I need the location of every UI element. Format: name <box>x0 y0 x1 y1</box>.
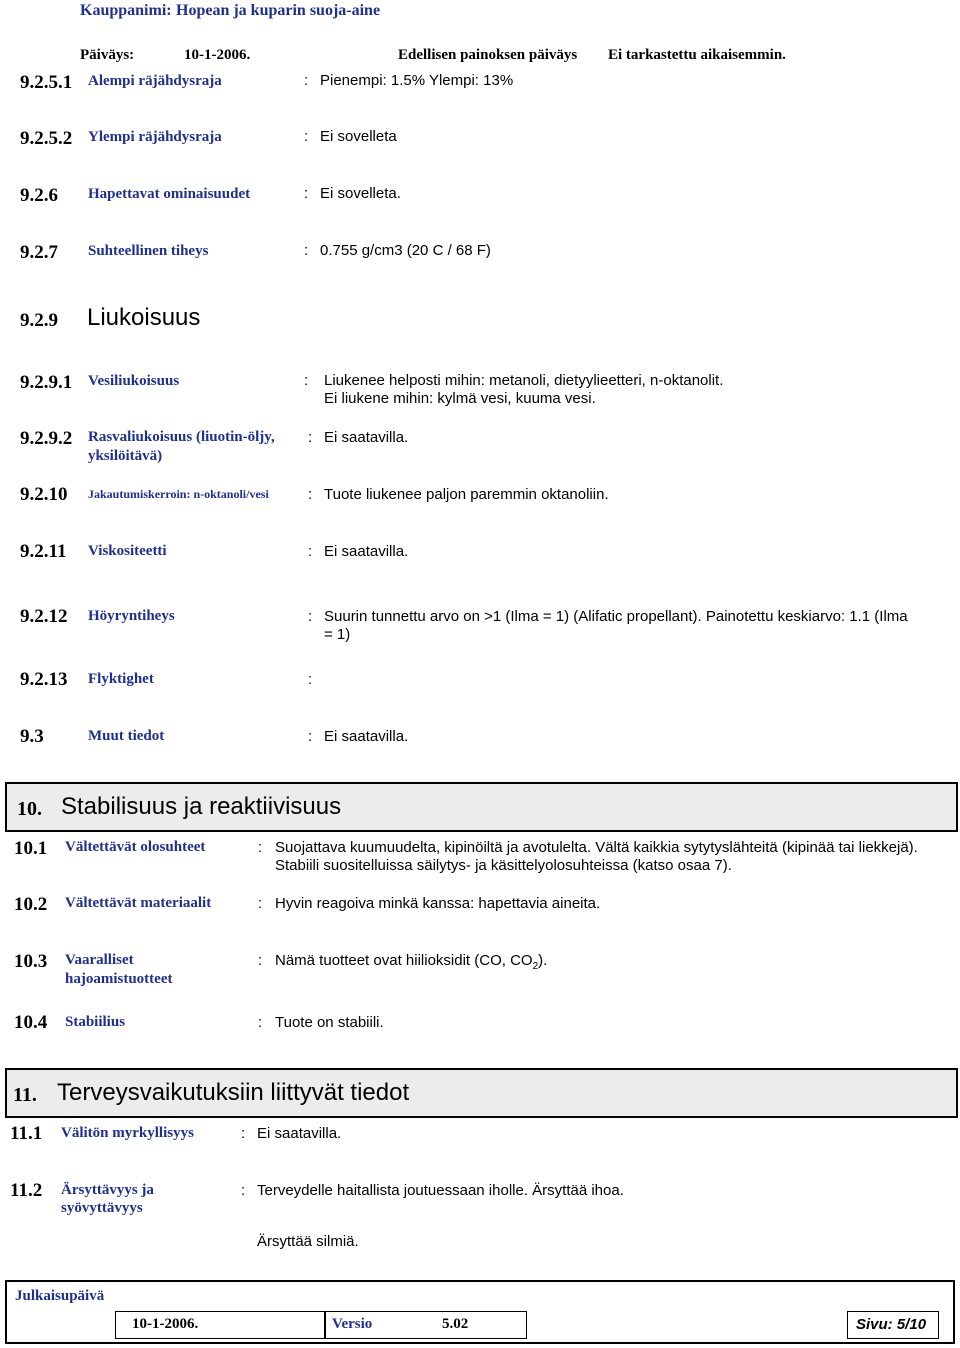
row-colon: : <box>304 72 309 89</box>
row-label: Hapettavat ominaisuudet <box>88 186 251 202</box>
row-colon: : <box>304 242 309 259</box>
row-number: 10.4 <box>14 1012 48 1033</box>
previous-edition-value: Ei tarkastettu aikaisemmin. <box>608 47 786 63</box>
row-label: Muut tiedot <box>88 728 165 744</box>
row-colon: : <box>308 728 313 745</box>
row-number: 9.2.9.1 <box>20 372 73 393</box>
row-value: Tuote liukenee paljon paremmin oktanoliin. <box>324 486 609 503</box>
section-title: Terveysvaikutuksiin liittyvät tiedot <box>57 1079 410 1106</box>
row-colon: : <box>308 543 313 560</box>
row-colon: : <box>308 486 313 503</box>
row-value-line-2: Ärsyttää silmiä. <box>257 1233 359 1250</box>
row-value-line-2: = 1) <box>324 626 351 643</box>
date-value: 10-1-2006. <box>184 47 251 63</box>
row-label-line-1: Rasvaliukoisuus (liuotin-öljy, <box>88 429 275 445</box>
page-number: Sivu: 5/10 <box>856 1316 927 1333</box>
row-number: 10.3 <box>14 951 48 972</box>
row-value: Ei saatavilla. <box>324 429 409 446</box>
row-number: 9.2.5.1 <box>20 72 73 93</box>
row-number: 10.2 <box>14 894 48 915</box>
subsection-title: Liukoisuus <box>87 304 201 331</box>
row-colon: : <box>258 839 263 856</box>
row-value: Ei sovelleta. <box>320 185 401 202</box>
footer-page-cell <box>847 1311 939 1339</box>
row-value: Ei saatavilla. <box>324 543 409 560</box>
row-label: Viskositeetti <box>88 543 167 559</box>
section-title: Stabilisuus ja reaktiivisuus <box>61 793 342 820</box>
date-label: Päiväys: <box>80 47 135 63</box>
publication-date: 10-1-2006. <box>132 1316 199 1332</box>
row-value: Hyvin reagoiva minkä kanssa: hapettavia aineita. <box>275 895 601 912</box>
value-subscript: 2 <box>532 961 539 972</box>
row-label: Vältettävät olosuhteet <box>65 839 206 855</box>
row-label: Alempi räjähdysraja <box>88 73 222 89</box>
row-value: Tuote on stabiili. <box>275 1014 384 1031</box>
row-colon: : <box>258 895 263 912</box>
row-label: Flyktighet <box>88 671 154 687</box>
row-number: 11.2 <box>10 1180 43 1201</box>
row-number: 9.2.9.2 <box>20 428 73 449</box>
row-number: 9.3 <box>20 726 44 747</box>
section-number: 10. <box>17 798 42 820</box>
row-value: Pienempi: 1.5% Ylempi: 13% <box>320 72 514 89</box>
row-value <box>275 952 547 976</box>
product-label: Kauppanimi: <box>80 2 172 19</box>
row-value-line-1: Liukenee helposti mihin: metanoli, dietyylieetteri, n-oktanolit. <box>324 372 724 389</box>
row-label: Vältettävät materiaalit <box>65 895 212 911</box>
row-value-line-1: Suojattava kuumuudelta, kipinöiltä ja avotulelta. Vältä kaikkia sytytyslähteitä (kipinää tai liekkejä). <box>275 839 918 856</box>
row-value: Ei sovelleta <box>320 128 397 145</box>
value-text: ). <box>538 952 548 969</box>
row-label-line-1: Ärsyttävyys ja <box>61 1182 154 1198</box>
footer <box>5 1280 955 1344</box>
row-colon: : <box>304 372 309 389</box>
row-colon: : <box>308 429 313 446</box>
row-label-line-1: Vaaralliset <box>65 952 134 968</box>
row-label-line-2: syövyttävyys <box>61 1200 143 1216</box>
row-label: Ylempi räjähdysraja <box>88 129 222 145</box>
row-label: Välitön myrkyllisyys <box>61 1125 194 1141</box>
row-label: Stabiilius <box>65 1014 126 1030</box>
row-value: Ei saatavilla. <box>257 1125 342 1142</box>
footer-date-cell <box>115 1311 325 1339</box>
section-number: 11. <box>13 1084 37 1106</box>
version-value: 5.02 <box>442 1316 469 1332</box>
row-value-line-2: Stabiili suositelluissa säilytys- ja käsittelyolosuhteissa (katso osaa 7). <box>275 857 732 874</box>
row-colon: : <box>304 185 309 202</box>
row-colon: : <box>308 608 313 625</box>
row-value-line-2: Ei liukene mihin: kylmä vesi, kuuma vesi. <box>324 390 596 407</box>
row-label: Höyryntiheys <box>88 608 175 624</box>
row-label-line-2: hajoamistuotteet <box>65 971 173 987</box>
row-label-line-2: yksilöitävä) <box>88 448 163 464</box>
row-value-line-1: Terveydelle haitallista joutuessaan iholle. Ärsyttää ihoa. <box>257 1182 624 1199</box>
row-colon: : <box>258 952 263 969</box>
row-number: 9.2.6 <box>20 185 58 206</box>
value-text: Nämä tuotteet ovat hiilioksidit (CO, CO <box>275 952 533 969</box>
row-number: 9.2.5.2 <box>20 128 73 149</box>
row-number: 10.1 <box>14 838 48 859</box>
row-value-line-1: Suurin tunnettu arvo on >1 (Ilma = 1) (Alifatic propellant). Painotettu keskiarvo: 1.1 (Ilma <box>324 608 908 625</box>
previous-edition-label: Edellisen painoksen päiväys <box>398 47 578 63</box>
row-label: Vesiliukoisuus <box>88 373 180 389</box>
row-label: Suhteellinen tiheys <box>88 243 209 259</box>
publication-date-label: Julkaisupäivä <box>15 1288 105 1304</box>
row-number: 9.2.7 <box>20 242 58 263</box>
row-colon: : <box>258 1014 263 1031</box>
row-number: 9.2.12 <box>20 606 68 627</box>
row-number: 9.2.13 <box>20 669 68 690</box>
row-value: 0.755 g/cm3 (20 C / 68 F) <box>320 242 491 259</box>
row-colon: : <box>308 671 313 688</box>
subsection-number: 9.2.9 <box>20 310 58 331</box>
row-number: 11.1 <box>10 1123 43 1144</box>
footer-version-cell <box>325 1311 527 1339</box>
section-11-header <box>5 1068 958 1118</box>
row-colon: : <box>241 1125 246 1142</box>
product-name: Hopean ja kuparin suoja-aine <box>176 2 381 19</box>
version-label: Versio <box>332 1316 373 1332</box>
row-colon: : <box>241 1182 246 1199</box>
row-label: Jakautumiskerroin: n-oktanoli/vesi <box>88 487 269 501</box>
row-number: 9.2.11 <box>20 541 67 562</box>
row-number: 9.2.10 <box>20 484 68 505</box>
row-value: Ei saatavilla. <box>324 728 409 745</box>
row-colon: : <box>304 128 309 145</box>
section-10-header <box>5 782 958 832</box>
